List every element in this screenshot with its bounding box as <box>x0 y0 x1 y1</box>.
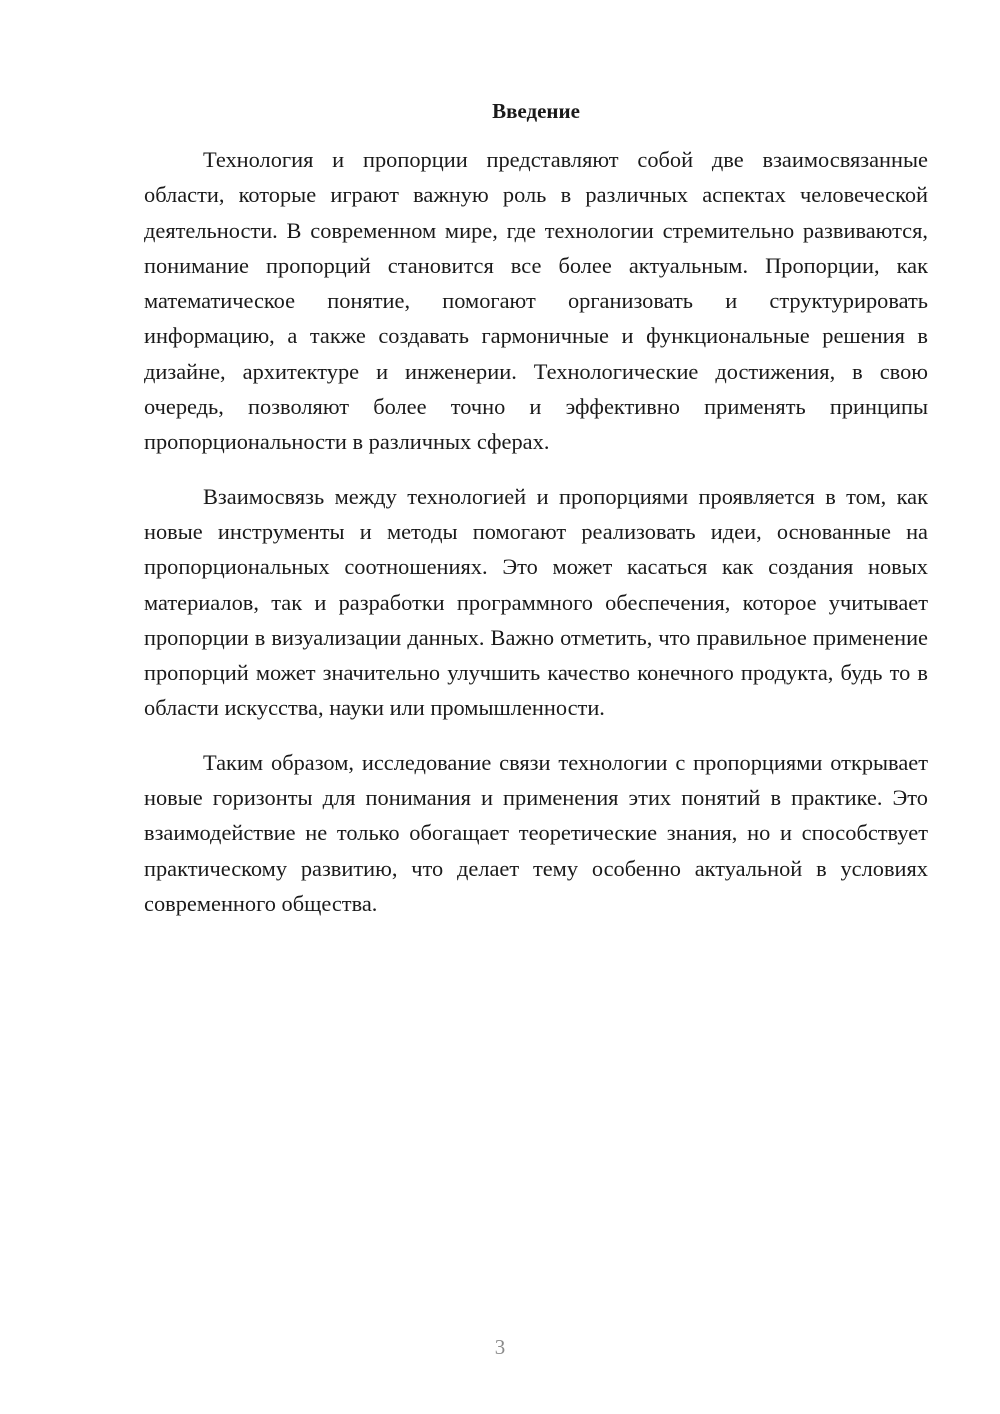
paragraph-2: Взаимосвязь между технологией и пропорциями проявляется в том, как новые инструменты и методы помогают реализовать идеи, основанные на пропорциональных соотношениях. Это может касаться как создания новых материалов, так и разработки программного обеспечения, которое учитывает пропорции в визуализации данных. Важно отметить, что правильное применение пропорций может значительно улучшить качество конечного продукта, будь то в области искусства, науки или промышленности. <box>144 483 928 721</box>
page-number: 3 <box>494 1335 506 1359</box>
paragraph-1: Технология и пропорции представляют собой две взаимосвязанные области, которые играют важную роль в различных аспектах человеческой деятельности. В современном мире, где технологии стремительно развиваются, понимание пропорций становится все более актуальным. Пропорции, как математическое понятие, помогают организовать и структурировать информацию, а также создавать гармоничные и функциональные решения в дизайне, архитектуре и инженерии. Технологические достижения, в свою очередь, позволяют более точно и эффективно применять принципы пропорциональности в различных сферах. <box>144 147 928 455</box>
section-title: Введение <box>492 99 580 123</box>
paragraph-3: Таким образом, исследование связи технологии с пропорциями открывает новые горизонты для понимания и применения этих понятий в практике. Это взаимодействие не только обогащает теоретические знания, но и способствует практическому развитию, что делает тему особенно актуальной в условиях современного общества. <box>144 749 928 916</box>
page-content <box>144 96 928 940</box>
